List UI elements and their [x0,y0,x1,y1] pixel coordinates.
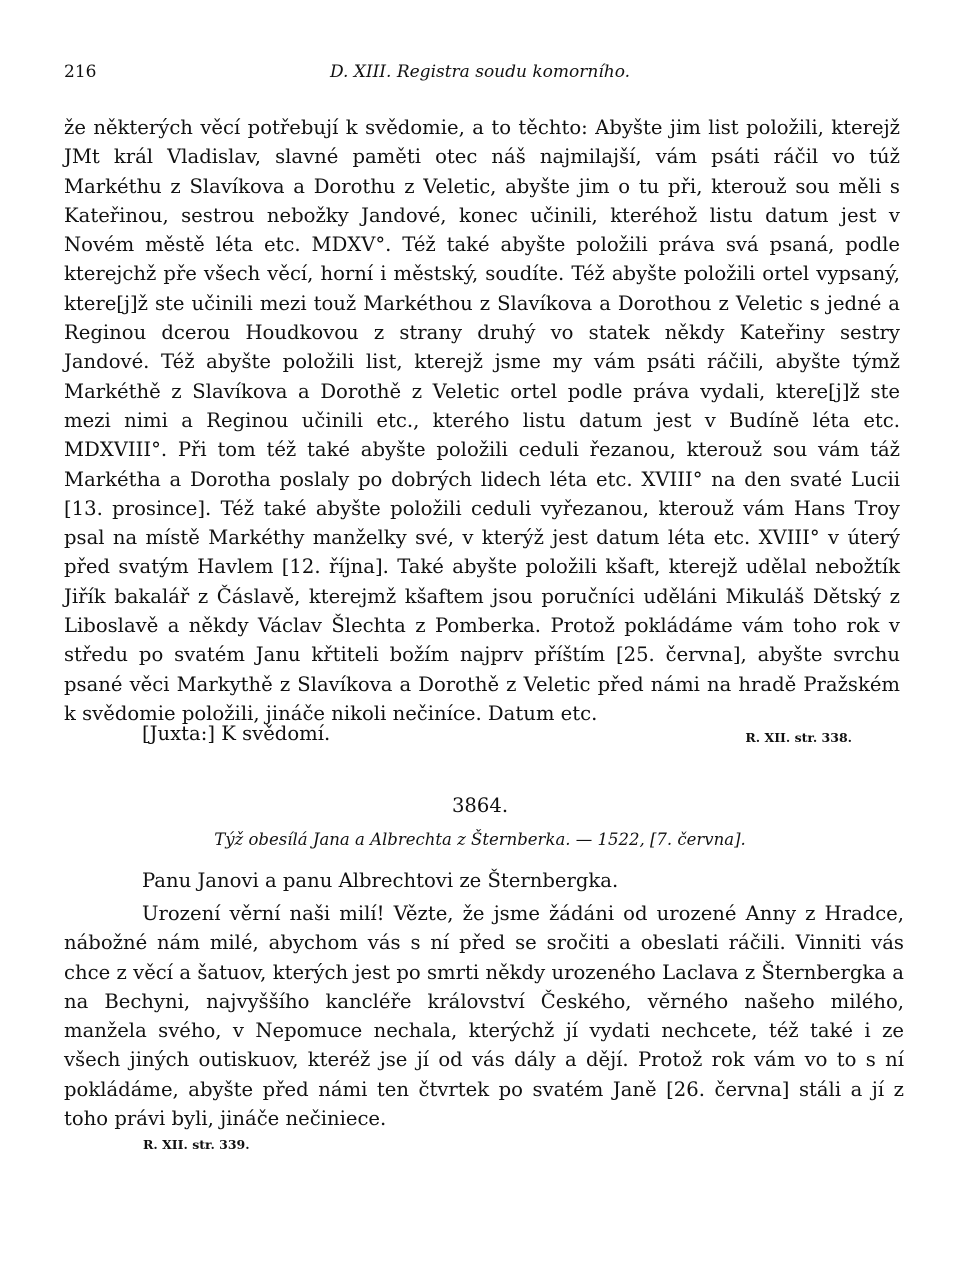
closing-note: [Juxta:] K svědomí. [142,722,331,745]
document-title: Týž obesílá Jana a Albrechta z Šternberka. — 1522, [7. června]. [214,830,746,849]
closing-line [142,722,858,745]
document-number: 3864. [451,794,509,817]
running-title: D. XIII. Registra soudu komorního. [329,62,631,82]
letter-text: Urození věrní naši milí! Vězte, že jsme žádáni od urozené Anny z Hradce, nábožné nám milé, abychom vás s ní před se sročiti a obeslati ráčili. Vinniti vás chce z věcí a šatuov, kterých jest po smrti někdy urozeného Laclava z Šternbergka a na Bechyni, najvyššího kancléře království Českého, věrného našeho milého, manžela svého, v Nepomuce nechala, kterýchž jí vydati nechcete, též také i ze všech jiných outiskuov, kteréž jse jí od vás dály a dějí. Protož rok vám vo to s ní pokládáme, abyšte před námi ten čtvrtek po svatém Janě [26. června] stáli a jí z toho právi byli, jináče nečiniece. [64,902,904,1131]
register-reference: R. XII. str. 338. [745,730,852,745]
page-number: 216 [64,62,97,82]
page-header [64,62,896,86]
previous-document-text: že některých věcí potřebují k svědomie, a to těchto: Abyšte jim list položili, kterejž JMt král Vladislav, slavné paměti otec náš najmilajší, vám psáti ráčil vo túž Markéthu z Slavíkova a Dorothu z Veletic, abyšte jim o tu při, kterouž sou měli s Kateřinou, sestrou nebožky Jandové, konec učinili, kteréhož listu datum jest v Novém městě léta etc. MDXV°. Též také abyšte položili práva svá psaná, podle kterejchž pře všech věcí, horní i městský, soudíte. Též abyšte položili ortel vypsaný, ktere[j]ž ste učinili mezi touž Markéthou z Slavíkova a Dorothou z Veletic s jedné a Reginou dcerou Houdkovou z strany druhý vo statek někdy Kateřiny sestry Jandové. Též abyšte položili list, kterejž jsme my vám psáti ráčili, abyšte týmž Markéthě z Slavíkova a Dorothě z Veletic ortel podle práva vydali, ktere[j]ž ste mezi nimi a Reginou učinili etc., kterého listu datum jest v Budíně léta etc. MDXVIII°. Při tom též také abyšte položili ceduli řezanou, kterouž sou vám táž Markétha a Dorotha poslaly po dobrých lidech léta etc. XVIII° na den svaté Lucii [13. prosince]. Též také abyšte položili ceduli vyřezanou, kterouž vám Hans Troy psal na místě Markéthy manželky své, v kterýž jest datum léta etc. XVIII° v úterý před svatým Havlem [12. října]. Také abyšte položili kšaft, kterejž udělal nebožtík Jiřík bakalář z Čáslavě, kterejmž kšaftem jsou poručníci uděláni Mikuláš Dětský z Liboslavě a někdy Václav Šlechta z Pomberka. Protož pokládáme vám toho rok v středu po svatém Janu křtiteli božím najprv příštím [25. června], abyšte svrchu psané věci Markythě z Slavíkova a Dorothě z Veletic před námi na hradě Pražském k svědomie položili, jináče nikoli nečiníce. Datum etc. [64,116,900,725]
letter-address: Panu Janovi a panu Albrechtovi ze Šternbergka. [142,869,619,892]
register-reference-bottom: R. XII. str. 339. [143,1137,250,1152]
